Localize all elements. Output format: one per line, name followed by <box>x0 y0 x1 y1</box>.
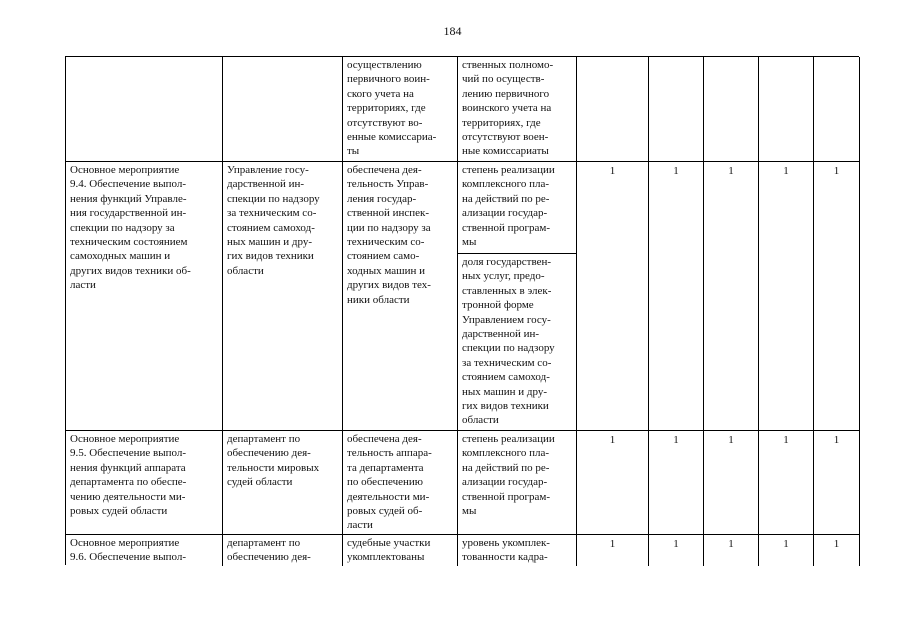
text-line: Управление госу- <box>227 164 309 176</box>
measure-name-cell <box>66 162 223 431</box>
indicator-cell <box>458 431 577 535</box>
text-line: Основное мероприятие <box>70 164 180 176</box>
text-line: обеспечению дея- <box>227 551 311 564</box>
text-line: тронной форме <box>462 299 534 312</box>
measure-name-cell <box>66 535 223 566</box>
indicator-text <box>458 254 576 430</box>
text-line: территориях, где <box>462 116 541 129</box>
text-line: обеспечению дея- <box>227 447 311 460</box>
text-line: ции по надзору за <box>347 221 431 234</box>
text-line: ственной програм- <box>462 490 551 503</box>
text-line: территориях, где <box>347 102 426 115</box>
text-line: отсутствуют воен- <box>462 131 549 144</box>
text-line: комплексного пла- <box>462 178 550 191</box>
text-line: ласти <box>70 279 96 292</box>
value-cell: 1 <box>814 535 860 566</box>
value-cell: 1 <box>814 431 860 535</box>
text-line: других видов тех- <box>347 279 431 292</box>
measure-name-cell <box>66 57 223 162</box>
text-line: ского учета на <box>347 87 414 100</box>
measures-table <box>65 56 859 565</box>
text-line: стоянием самоход- <box>227 221 315 234</box>
text-line: укомплектованы <box>347 551 425 564</box>
text-line: 9.5. Обеспечение выпол- <box>70 447 186 460</box>
text-line: степень реализации <box>462 433 555 445</box>
text-line: за техническим со- <box>227 207 317 220</box>
text-line: области <box>227 264 264 277</box>
text-line: по обеспечению <box>347 476 424 489</box>
text-line: ния государственной ин- <box>70 207 187 220</box>
text-line: нения функций аппарата <box>70 461 186 474</box>
text-line: 9.4. Обеспечение выпол- <box>70 178 186 191</box>
text-line: ных машин и дру- <box>227 236 313 249</box>
text-line: чению деятельности ми- <box>70 490 186 503</box>
text-line: ственной инспек- <box>347 207 430 220</box>
text-line: осуществлению <box>347 59 422 71</box>
text-line: ализации государ- <box>462 476 548 489</box>
text-line: тельность Управ- <box>347 178 429 191</box>
text-line: мы <box>462 505 477 518</box>
text-line: департамента по обеспе- <box>70 476 187 489</box>
text-line: техническим со- <box>347 236 425 249</box>
responsible-executor-cell <box>223 57 343 162</box>
indicator-text <box>458 162 576 254</box>
responsible-executor-cell <box>223 162 343 431</box>
text-line: на действий по ре- <box>462 461 550 474</box>
text-line: области <box>462 414 499 427</box>
value-cell: 1 <box>814 162 860 431</box>
value-cell: 1 <box>704 535 759 566</box>
text-line: Основное мероприятие <box>70 433 180 445</box>
text-line: на действий по ре- <box>462 192 550 205</box>
text-line: енные комиссариа- <box>347 131 437 144</box>
page-number: 184 <box>443 24 462 38</box>
text-line: ные комиссариаты <box>462 145 549 158</box>
text-line: Основное мероприятие <box>70 537 180 549</box>
text-line: тельность аппара- <box>347 447 432 460</box>
indicator-cell <box>458 162 577 431</box>
text-line: ных машин и дру- <box>462 385 548 398</box>
value-cell <box>649 57 704 162</box>
value-cell: 1 <box>577 535 649 566</box>
value-cell: 1 <box>649 162 704 431</box>
text-line: ровых судей области <box>70 505 168 518</box>
text-line: 9.6. Обеспечение выпол- <box>70 551 186 564</box>
text-line: обеспечена дея- <box>347 164 422 176</box>
value-cell: 1 <box>704 431 759 535</box>
text-line: комплексного пла- <box>462 447 550 460</box>
text-line: тованности кадра- <box>462 551 548 564</box>
expected-result-cell <box>343 535 458 566</box>
text-line: обеспечена дея- <box>347 433 422 445</box>
text-line: ходных машин и <box>347 264 426 277</box>
text-line: спекции по надзору <box>462 342 555 355</box>
measure-name-cell <box>66 431 223 535</box>
value-cell: 1 <box>577 162 649 431</box>
value-cell: 1 <box>577 431 649 535</box>
text-line: ставленных в элек- <box>462 284 552 297</box>
value-cell: 1 <box>759 431 814 535</box>
expected-result-cell <box>343 57 458 162</box>
text-line: за техническим со- <box>462 356 552 369</box>
text-line: ственных полномо- <box>462 59 554 71</box>
indicator-cell <box>458 535 577 566</box>
value-cell <box>759 57 814 162</box>
text-line: Управлением госу- <box>462 313 551 326</box>
text-line: самоходных машин и <box>70 250 171 263</box>
text-line: гих видов техники <box>227 250 314 263</box>
text-line: тельности мировых <box>227 461 320 474</box>
text-line: отсутствуют во- <box>347 116 423 129</box>
text-line: спекции по надзору за <box>70 221 175 234</box>
text-line: мы <box>462 236 477 249</box>
text-line: ты <box>347 145 360 158</box>
text-line: ники области <box>347 293 410 306</box>
text-line: департамент по <box>227 537 301 549</box>
text-line: техническим состоянием <box>70 236 188 249</box>
responsible-executor-cell <box>223 535 343 566</box>
value-cell: 1 <box>649 535 704 566</box>
text-line: лению первичного <box>462 87 550 100</box>
indicator-cell <box>458 57 577 162</box>
text-line: воинского учета на <box>462 102 552 115</box>
text-line: та департамента <box>347 461 424 474</box>
text-line: департамент по <box>227 433 301 445</box>
value-cell: 1 <box>649 431 704 535</box>
value-cell <box>704 57 759 162</box>
value-cell <box>814 57 860 162</box>
responsible-executor-cell <box>223 431 343 535</box>
text-line: дарственной ин- <box>227 178 305 191</box>
text-line: ления государ- <box>347 192 417 205</box>
text-line: нения функций Управле- <box>70 192 187 205</box>
text-line: уровень укомплек- <box>462 537 550 549</box>
text-line: стоянием самоход- <box>462 371 550 384</box>
text-line: ласти <box>347 519 373 532</box>
text-line: ственной програм- <box>462 221 551 234</box>
text-line: дарственной ин- <box>462 328 540 341</box>
text-line: ровых судей об- <box>347 505 423 518</box>
text-line: первичного воин- <box>347 73 430 86</box>
text-line: других видов техники об- <box>70 264 191 277</box>
text-line: гих видов техники <box>462 400 549 413</box>
text-line: степень реализации <box>462 164 555 176</box>
text-line: ализации государ- <box>462 207 548 220</box>
text-line: спекции по надзору <box>227 192 320 205</box>
text-line: доля государствен- <box>462 256 552 268</box>
value-cell <box>577 57 649 162</box>
value-cell: 1 <box>704 162 759 431</box>
text-line: деятельности ми- <box>347 490 430 503</box>
expected-result-cell <box>343 162 458 431</box>
text-line: чий по осуществ- <box>462 73 545 86</box>
text-line: ных услуг, предо- <box>462 270 545 283</box>
value-cell: 1 <box>759 162 814 431</box>
value-cell: 1 <box>759 535 814 566</box>
expected-result-cell <box>343 431 458 535</box>
text-line: судебные участки <box>347 537 431 549</box>
text-line: стоянием само- <box>347 250 420 263</box>
text-line: судей области <box>227 476 293 489</box>
